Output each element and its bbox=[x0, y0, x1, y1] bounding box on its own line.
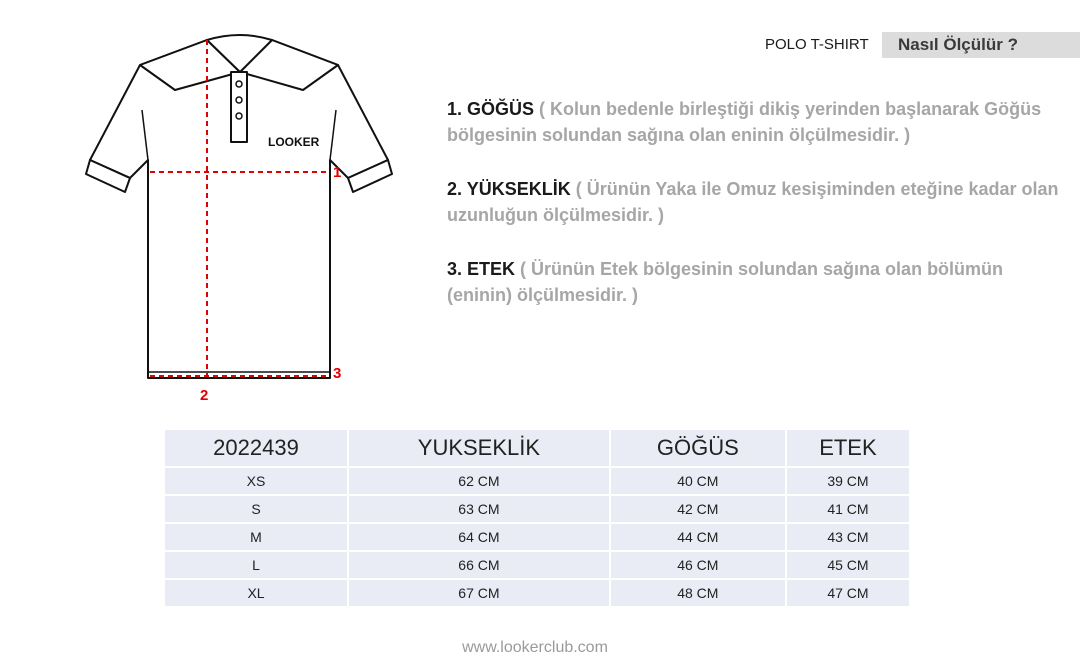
marker-2: 2 bbox=[200, 387, 209, 404]
size-cell: L bbox=[165, 550, 347, 578]
polo-shirt-diagram bbox=[0, 0, 420, 420]
instruction-label: 2. YÜKSEKLİK bbox=[447, 179, 571, 199]
size-cell: XS bbox=[165, 466, 347, 494]
size-cell: S bbox=[165, 494, 347, 522]
measurement-instructions bbox=[447, 96, 1067, 336]
header-height: YUKSEKLİK bbox=[349, 430, 609, 466]
size-chart-table bbox=[163, 430, 911, 606]
table-row bbox=[165, 466, 909, 494]
product-type-label: POLO T-SHIRT bbox=[765, 36, 869, 53]
hem-cell: 43 CM bbox=[787, 522, 909, 550]
chest-cell: 46 CM bbox=[611, 550, 785, 578]
website-url: www.lookerclub.com bbox=[462, 639, 608, 656]
chest-cell: 42 CM bbox=[611, 494, 785, 522]
button-bottom bbox=[236, 113, 242, 119]
height-cell: 64 CM bbox=[349, 522, 609, 550]
header-product-code: 2022439 bbox=[165, 430, 347, 466]
size-cell: M bbox=[165, 522, 347, 550]
instruction-chest bbox=[447, 96, 1067, 148]
size-cell: XL bbox=[165, 578, 347, 606]
header-hem: ETEK bbox=[787, 430, 909, 466]
chest-cell: 48 CM bbox=[611, 578, 785, 606]
height-cell: 63 CM bbox=[349, 494, 609, 522]
hem-cell: 41 CM bbox=[787, 494, 909, 522]
instruction-text: ( Kolun bedenle birleştiği dikiş yerinden başlanarak Göğüs bölgesinin solundan sağına olan eninin ölçülmesidir. ) bbox=[447, 99, 1042, 145]
height-cell: 66 CM bbox=[349, 550, 609, 578]
table-header-row bbox=[165, 430, 909, 466]
height-cell: 62 CM bbox=[349, 466, 609, 494]
instruction-label: 1. GÖĞÜS bbox=[447, 99, 535, 119]
button-top bbox=[236, 81, 242, 87]
instruction-label: 3. ETEK bbox=[447, 259, 516, 279]
hem-cell: 47 CM bbox=[787, 578, 909, 606]
height-cell: 67 CM bbox=[349, 578, 609, 606]
table-row bbox=[165, 550, 909, 578]
hem-cell: 39 CM bbox=[787, 466, 909, 494]
table-row bbox=[165, 494, 909, 522]
chest-cell: 44 CM bbox=[611, 522, 785, 550]
instruction-text: ( Ürünün Yaka ile Omuz kesişiminden eteğine kadar olan uzunluğun ölçülmesidir. ) bbox=[447, 179, 1059, 225]
marker-1: 1 bbox=[333, 164, 342, 181]
instruction-hem bbox=[447, 256, 1067, 308]
marker-3: 3 bbox=[333, 365, 342, 382]
brand-logo: LOOKER bbox=[268, 135, 320, 149]
chest-cell: 40 CM bbox=[611, 466, 785, 494]
instruction-text: ( Ürünün Etek bölgesinin solundan sağına olan bölümün (eninin) ölçülmesidir. ) bbox=[447, 259, 1004, 305]
table-row bbox=[165, 578, 909, 606]
header-chest: GÖĞÜS bbox=[611, 430, 785, 466]
instruction-height bbox=[447, 176, 1067, 228]
hem-cell: 45 CM bbox=[787, 550, 909, 578]
button-middle bbox=[236, 97, 242, 103]
how-to-measure-badge: Nasıl Ölçülür ? bbox=[882, 32, 1080, 58]
table-row bbox=[165, 522, 909, 550]
